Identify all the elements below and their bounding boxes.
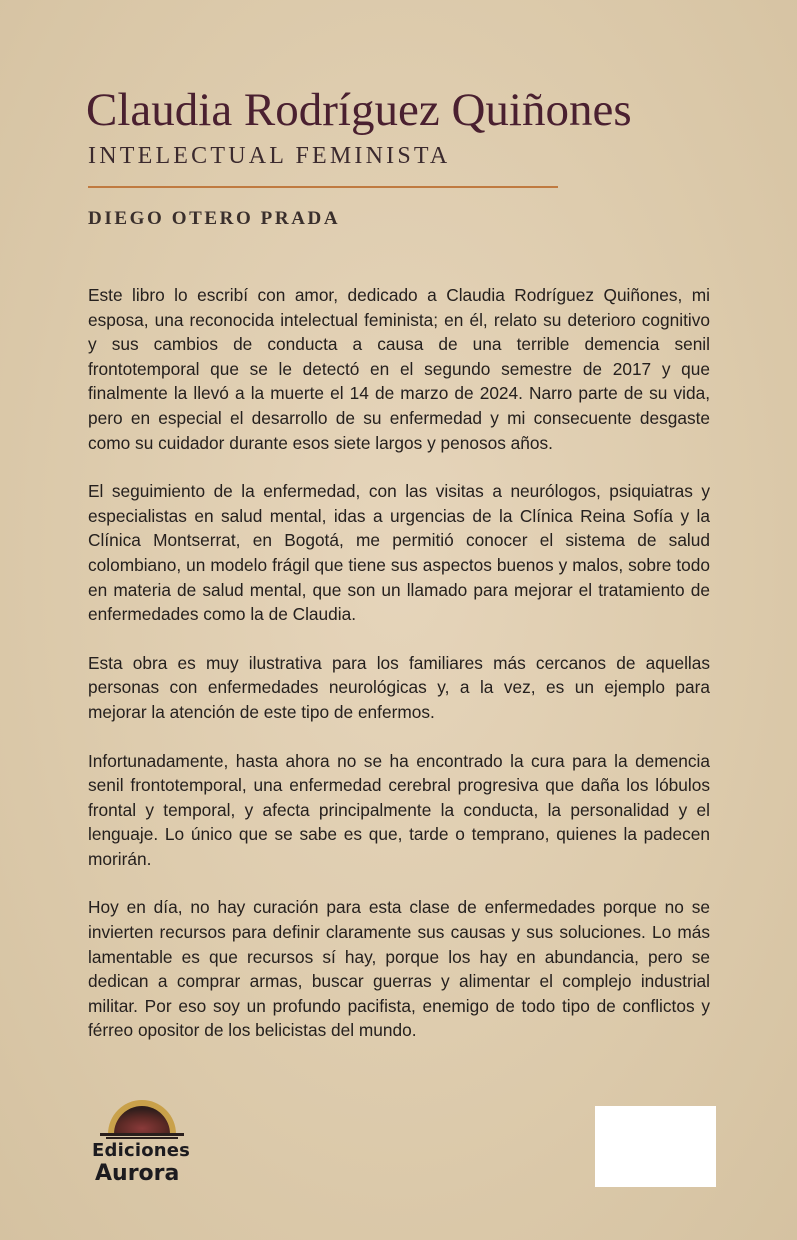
barcode-area (595, 1106, 716, 1187)
sunrise-logo-icon (100, 1100, 184, 1140)
synopsis-paragraph: Hoy en día, no hay curación para esta clase de enfermedades porque no se invierten recursos para definir claramente sus causas y sus soluciones. Lo más lamentable es que recursos sí hay, porque los hay en abundancia, pero se dedican a comprar armas, buscar guerras y alimentar el complejo industrial militar. Por eso soy un profundo pacifista, enemigo de todo tipo de conflictos y férreo opositor de los belicistas del mundo. (88, 897, 710, 1041)
synopsis-paragraph: El seguimiento de la enfermedad, con las visitas a neurólogos, psiquiatras y especialistas en salud mental, idas a urgencias de la Clínica Reina Sofía y la Clínica Montserrat, en Bogotá, me permitió conocer el sistema de salud colombiano, un modelo frágil que tiene sus aspectos buenos y malos, sobre todo en materia de salud mental, que son un llamado para mejorar el tratamiento de enfermedades como la de Claudia. (88, 481, 710, 625)
publisher-logo (92, 1100, 192, 1190)
synopsis-paragraph: Infortunadamente, hasta ahora no se ha encontrado la cura para la demencia senil frontotemporal, una enfermedad cerebral progresiva que daña los lóbulos frontal y temporal, y afecta principalmente la conducta, la personalidad y el lenguaje. Lo único que se sabe es que, tarde o temprano, quienes la padecen morirán. (88, 750, 710, 869)
publisher-name-line1: Ediciones (92, 1140, 191, 1161)
book-title: Claudia Rodríguez Quiñones (86, 84, 632, 136)
title-divider (88, 186, 558, 188)
synopsis-paragraph: Esta obra es muy ilustrativa para los familiares más cercanos de aquellas personas con enfermedades neurológicas y, a la vez, es un ejemplo para mejorar la atención de este tipo de enfermos. (88, 652, 710, 722)
publisher-name-line2: Aurora (95, 1161, 180, 1186)
synopsis (88, 283, 710, 1067)
book-subtitle: INTELECTUAL FEMINISTA (88, 143, 451, 169)
author-name: DIEGO OTERO PRADA (88, 208, 341, 229)
synopsis-paragraph: Este libro lo escribí con amor, dedicado a Claudia Rodríguez Quiñones, mi esposa, una reconocida intelectual feminista; en él, relato su deterioro cognitivo y sus cambios de conducta a causa de una terrible demencia senil frontotemporal que se le detectó en el segundo semestre de 2017 y que finalmente la llevó a la muerte el 14 de marzo de 2024. Narro parte de su vida, pero en especial el desarrollo de su enfermedad y mi consecuente desgaste como su cuidador durante esos siete largos y penosos años. (88, 285, 710, 453)
